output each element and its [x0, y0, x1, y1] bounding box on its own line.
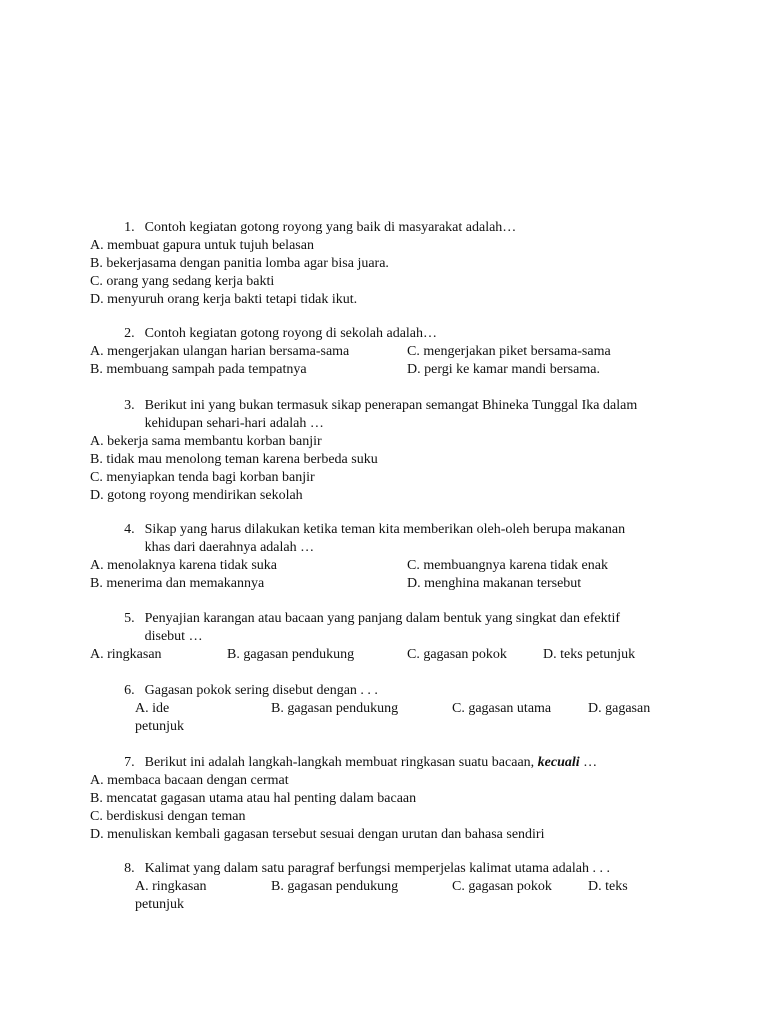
question-text-line-2: disebut …	[144, 629, 203, 644]
option-a: A. ide	[135, 701, 170, 716]
option-d: D. teks petunjuk	[543, 647, 636, 662]
option-c: C. membuangnya karena tidak enak	[407, 558, 608, 573]
option-b: B. tidak mau menolong teman karena berbeda suku	[90, 452, 378, 467]
question-number: 7.	[124, 755, 135, 770]
option-d: D. menyuruh orang kerja bakti tetapi tidak ikut.	[90, 292, 358, 307]
question-8	[90, 860, 690, 914]
question-number: 5.	[124, 611, 135, 626]
question-2	[90, 325, 690, 379]
option-b: B. bekerjasama dengan panitia lomba agar bisa juara.	[90, 256, 389, 271]
question-6	[90, 682, 690, 736]
question-number: 3.	[124, 398, 135, 413]
question-emphasis: kecuali	[537, 755, 580, 770]
option-c: C. gagasan pokok	[452, 879, 552, 894]
option-d: D. teks	[588, 879, 628, 894]
question-text: Kalimat yang dalam satu paragraf berfungsi memperjelas kalimat utama adalah . . .	[144, 861, 610, 876]
option-b: B. gagasan pendukung	[271, 879, 399, 894]
option-b: B. gagasan pendukung	[227, 647, 355, 662]
option-b: B. mencatat gagasan utama atau hal penting dalam bacaan	[90, 791, 417, 806]
option-a: A. ringkasan	[135, 879, 207, 894]
option-c: C. mengerjakan piket bersama-sama	[407, 344, 611, 359]
option-d-wrap: petunjuk	[135, 897, 184, 912]
option-d: D. gagasan	[588, 701, 651, 716]
question-ellipsis: …	[583, 755, 598, 770]
option-a: A. mengerjakan ulangan harian bersama-sama	[90, 344, 350, 359]
option-d-wrap: petunjuk	[135, 719, 184, 734]
question-text: Contoh kegiatan gotong royong yang baik di masyarakat adalah…	[144, 220, 517, 235]
option-d: D. pergi ke kamar mandi bersama.	[407, 362, 600, 377]
option-b: B. menerima dan memakannya	[90, 576, 265, 591]
question-text: Gagasan pokok sering disebut dengan . . .	[144, 683, 378, 698]
option-c: C. orang yang sedang kerja bakti	[90, 274, 275, 289]
option-a: A. menolaknya karena tidak suka	[90, 558, 277, 573]
option-a: A. ringkasan	[90, 647, 162, 662]
question-text-line-1: Sikap yang harus dilakukan ketika teman kita memberikan oleh-oleh berupa makanan	[144, 522, 626, 537]
question-number: 6.	[124, 683, 135, 698]
option-c: C. gagasan pokok	[407, 647, 507, 662]
option-a: A. membaca bacaan dengan cermat	[90, 773, 289, 788]
option-b: B. gagasan pendukung	[271, 701, 399, 716]
question-text-line-1: Penyajian karangan atau bacaan yang panjang dalam bentuk yang singkat dan efektif	[144, 611, 621, 626]
question-text: Contoh kegiatan gotong royong di sekolah adalah…	[144, 326, 438, 341]
question-text-line-2: kehidupan sehari-hari adalah …	[144, 416, 324, 431]
option-a: A. membuat gapura untuk tujuh belasan	[90, 238, 314, 253]
question-number: 1.	[124, 220, 135, 235]
option-a: A. bekerja sama membantu korban banjir	[90, 434, 322, 449]
option-d: D. menghina makanan tersebut	[407, 576, 582, 591]
question-number: 8.	[124, 861, 135, 876]
question-5	[90, 610, 690, 664]
question-4	[90, 521, 690, 593]
option-c: C. gagasan utama	[452, 701, 552, 716]
question-text-line-2: khas dari daerahnya adalah …	[144, 540, 315, 555]
option-c: C. berdiskusi dengan teman	[90, 809, 246, 824]
question-7	[90, 754, 690, 844]
option-c: C. menyiapkan tenda bagi korban banjir	[90, 470, 315, 485]
question-text-line-1: Berikut ini yang bukan termasuk sikap penerapan semangat Bhineka Tunggal Ika dalam	[144, 398, 638, 413]
question-number: 4.	[124, 522, 135, 537]
question-text: Berikut ini adalah langkah-langkah membuat ringkasan suatu bacaan,	[144, 755, 535, 770]
option-d: D. gotong royong mendirikan sekolah	[90, 488, 303, 503]
option-d: D. menuliskan kembali gagasan tersebut sesuai dengan urutan dan bahasa sendiri	[90, 827, 545, 842]
question-3	[90, 397, 690, 505]
question-number: 2.	[124, 326, 135, 341]
question-1	[90, 219, 690, 309]
option-b: B. membuang sampah pada tempatnya	[90, 362, 307, 377]
